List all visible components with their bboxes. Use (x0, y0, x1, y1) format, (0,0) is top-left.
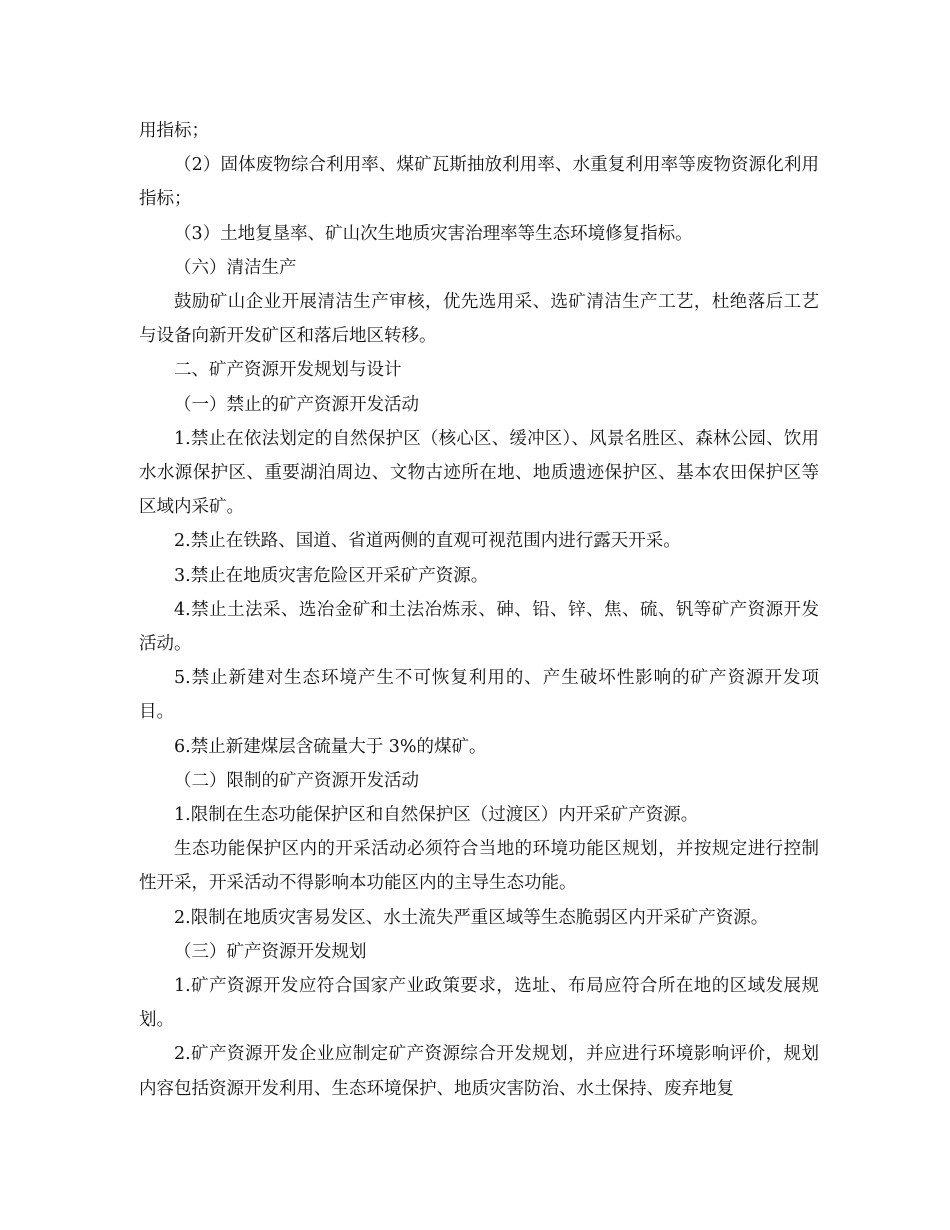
paragraph: 4.禁止土法采、选冶金矿和土法冶炼汞、砷、铅、锌、焦、硫、钒等矿产资源开发活动。 (139, 599, 819, 655)
document-body (139, 114, 819, 1106)
section-heading: （一）禁止的矿产资源开发活动 (174, 394, 419, 415)
paragraph: 6.禁止新建煤层含硫量大于 3%的煤矿。 (174, 736, 487, 757)
section-heading: 二、矿产资源开发规划与设计 (174, 360, 402, 381)
paragraph: 鼓励矿山企业开展清洁生产审核，优先选用采、选矿清洁生产工艺，杜绝落后工艺与设备向新开发矿区和落后地区转移。 (139, 292, 819, 347)
paragraph: 2.限制在地质灾害易发区、水土流失严重区域等生态脆弱区内开采矿产资源。 (174, 907, 769, 928)
paragraph: 1.禁止在依法划定的自然保护区（核心区、缓冲区）、风景名胜区、森林公园、饮用水水源保护区、重要湖泊周边、文物古迹所在地、地质遗迹保护区、基本农田保护区等区域内采矿。 (139, 428, 819, 518)
paragraph: 1.矿产资源开发应符合国家产业政策要求，选址、布局应符合所在地的区域发展规划。 (139, 976, 819, 1031)
section-heading: （三）矿产资源开发规划 (174, 941, 367, 962)
paragraph: 5.禁止新建对生态环境产生不可恢复利用的、产生破坏性影响的矿产资源开发项目。 (139, 668, 819, 723)
section-heading: （六）清洁生产 (174, 257, 297, 278)
paragraph: 3.禁止在地质灾害危险区开采矿产资源。 (174, 565, 489, 586)
paragraph: （2）固体废物综合利用率、煤矿瓦斯抽放利用率、水重复利用率等废物资源化利用指标； (139, 155, 819, 210)
paragraph: 2.禁止在铁路、国道、省道两侧的直观可视范围内进行露天开采。 (174, 531, 681, 552)
paragraph: 用指标； (139, 121, 209, 141)
paragraph: （3）土地复垦率、矿山次生地质灾害治理率等生态环境修复指标。 (174, 223, 693, 244)
paragraph: 1.限制在生态功能保护区和自然保护区（过渡区）内开采矿产资源。 (174, 805, 699, 826)
paragraph: 生态功能保护区内的开采活动必须符合当地的环境功能区规划，并按规定进行控制性开采，开采活动不得影响本功能区内的主导生态功能。 (139, 839, 819, 894)
section-heading: （二）限制的矿产资源开发活动 (174, 770, 419, 791)
paragraph: 2.矿产资源开发企业应制定矿产资源综合开发规划，并应进行环境影响评价，规划内容包括资源开发利用、生态环境保护、地质灾害防治、水土保持、废弃地复 (139, 1044, 819, 1099)
